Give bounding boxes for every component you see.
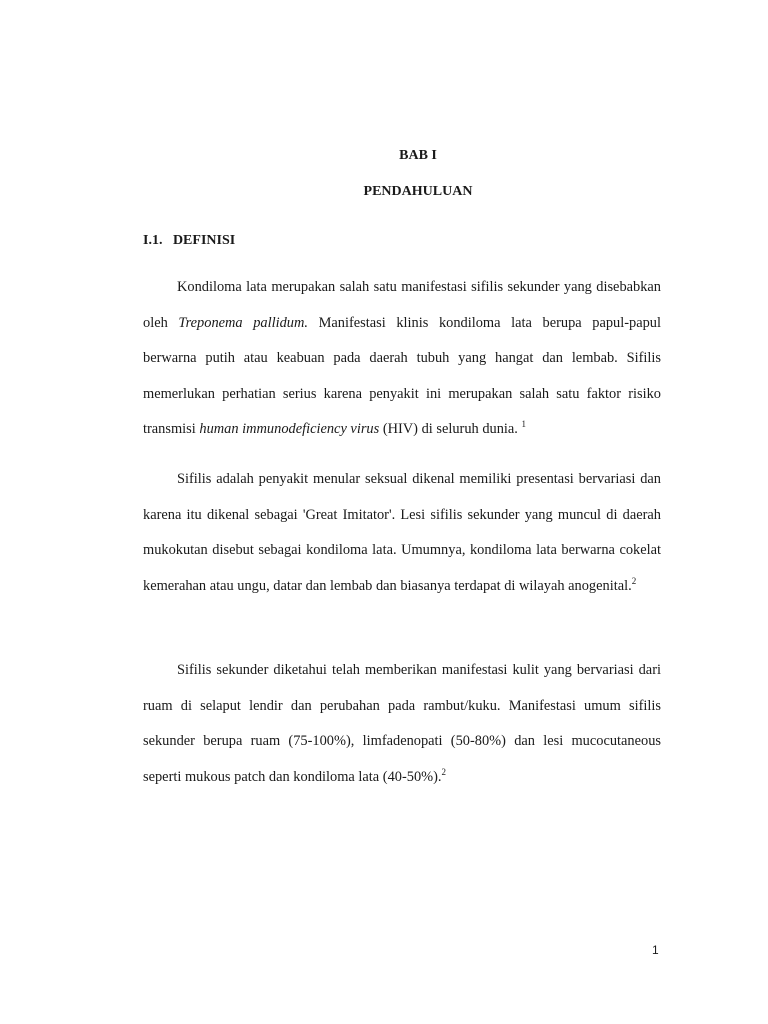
paragraph-3-text: Sifilis sekunder diketahui telah memberikan manifestasi kulit yang bervariasi dari ruam di selaput lendir dan perubahan pada rambut/kuku. Manifestasi umum sifilis sekunder berupa ruam (75-100%), limfadenopati (50-80%) dan lesi mucocutaneous seperti mukous patch dan kondiloma lata (40-50%). [143,662,661,785]
paragraph-1 [143,270,661,448]
footnote-ref-3: 2 [441,766,447,777]
footnote-ref-1: 1 [521,419,526,430]
chapter-title: PENDAHULUAN [363,184,473,199]
paragraph-1-text-c: (HIV) di seluruh dunia. [379,421,522,437]
page-number: 1 [652,943,659,957]
footnote-ref-2: 2 [631,575,637,586]
paragraph-3 [143,653,661,795]
chapter-number: BAB I [399,148,437,163]
paragraph-1-italic-virus: human immunodeficiency virus [199,421,380,437]
section-heading: I.1. DEFINISI [143,233,236,248]
paragraph-2-text: Sifilis adalah penyakit menular seksual dikenal memiliki presentasi bervariasi dan karena itu dikenal sebagai 'Great Imitator'. Lesi sifilis sekunder yang muncul di daerah mukokutan disebut sebagai kondiloma lata. Umumnya, kondiloma lata berwarna cokelat kemerahan atau ungu, datar dan lembab dan biasanya terdapat di wilayah anogenital. [143,471,661,594]
paragraph-2 [143,462,661,604]
paragraph-1-italic-species: Treponema pallidum. [178,314,308,331]
paragraph-1-text-b: Manifestasi klinis kondiloma lata berupa papul-papul berwarna putih atau keabuan pada daerah tubuh yang hangat dan lembab. Sifilis memerlukan perhatian serius karena penyakit ini merupakan salah satu faktor risiko transmisi [143,314,661,437]
paragraph-1-text-a: Kondiloma lata merupakan salah satu manifestasi sifilis sekunder yang disebabkan oleh [143,279,661,331]
